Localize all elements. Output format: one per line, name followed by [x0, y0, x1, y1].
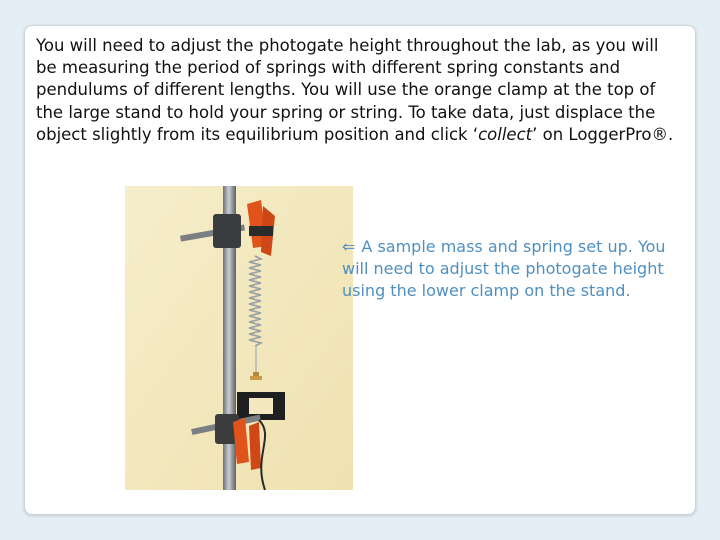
spring-setup-photo [125, 186, 356, 490]
photo-caption [342, 236, 687, 302]
slide [24, 25, 696, 515]
collect-term: collect [478, 124, 533, 144]
quote-open: ‘ [472, 124, 479, 144]
instructions-text-end: on LoggerPro®. [537, 124, 674, 144]
instructions-text: You will need to adjust the photogate height throughout the lab, as you will be measuring the period of springs with different spring constants and pendulums of different lengths. You will use the orange clamp at the top of the large stand to hold your spring or string. To take data, just displace the object slightly from its equilibrium position and click [36, 36, 659, 144]
left-arrow-icon: ⇐ [342, 237, 356, 256]
instructions-paragraph [36, 35, 684, 146]
quote-close: ’ [532, 124, 538, 144]
caption-text: A sample mass and spring set up. You will need to adjust the photogate height using the lower clamp on the stand. [342, 237, 666, 300]
